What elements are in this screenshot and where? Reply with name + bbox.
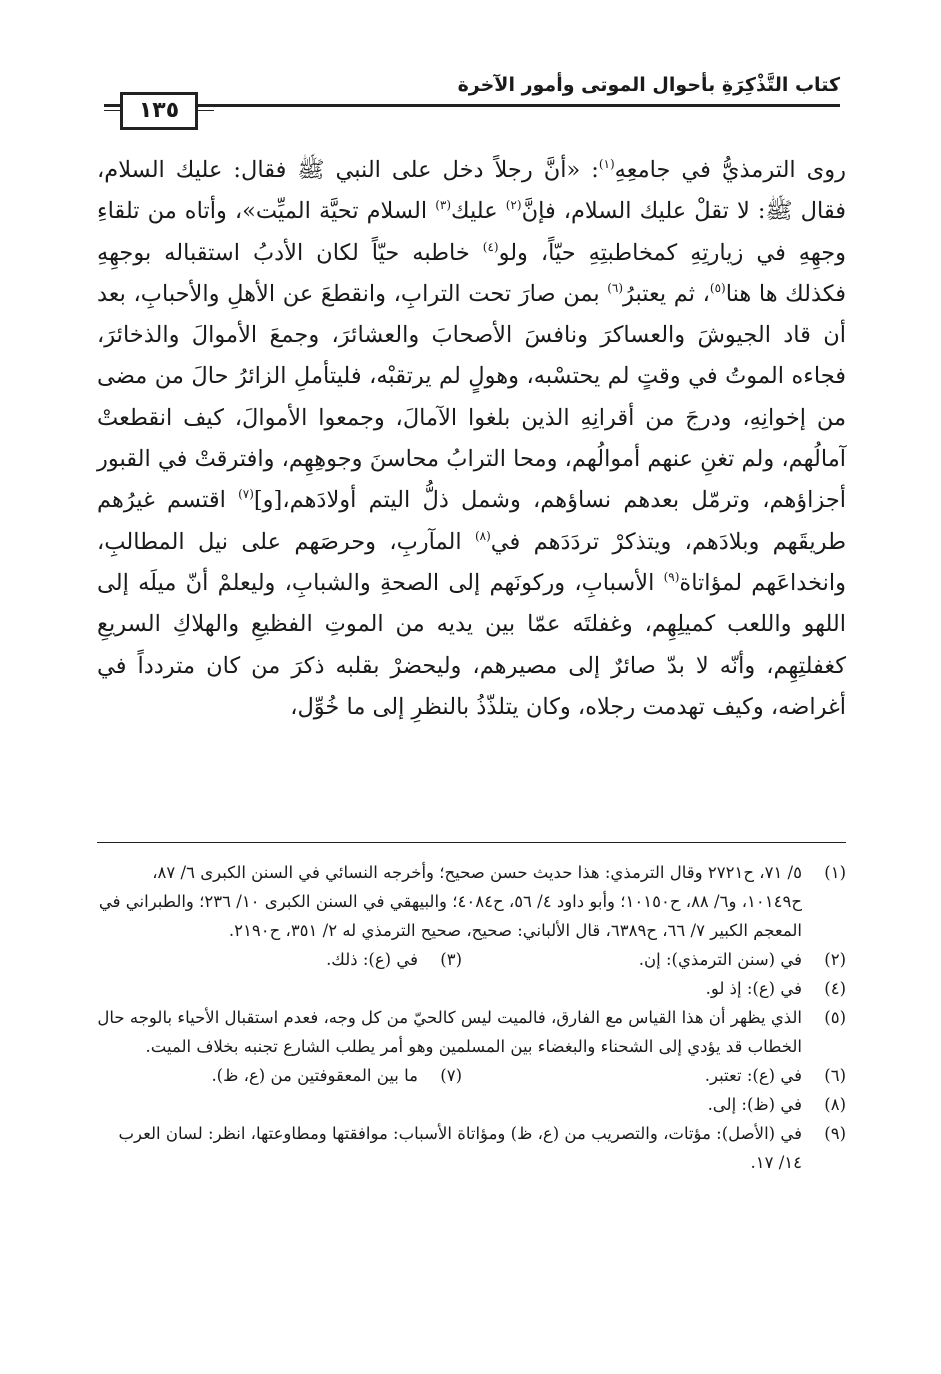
footnote-5	[97, 1003, 846, 1061]
footnotes	[97, 858, 846, 1177]
footnote-number: (٣)	[440, 950, 462, 969]
body-text-segment: ، ثم يعتبرُ	[623, 280, 710, 307]
body-text-segment: بمن صارَ تحت الترابِ، وانقطعَ عن الأهلِ والأحبابِ، بعد أن قاد الجيوشَ والعساكرَ ونافسَ الأصحابَ والعشائرَ، وجمعَ الأموالَ والذخائرَ، فجاءه الموتُ في وقتٍ لم يحتسْبه، وهولٍ لم يرتقبْه، فليتأملِ الزائرُ حالَ من مضى من إخوانِهِ، ودرجَ من أقرانِهِ الذين بلغوا الآمالَ، وجمعوا الأموالَ، كيف انقطعتْ آمالُهم، ولم تغنِ عنهم أموالُهم، ومحا الترابُ محاسنَ وجوهِهِم، وافترقتْ في القبور أجزاؤهم، وترمّل بعدهم نساؤهم، وشمل ذلُّ اليتم أولادَهم،[و]	[97, 280, 846, 514]
body-paragraph	[97, 150, 846, 728]
body-text-segment: : «أنَّ رجلاً دخل على النبي ﷺ فقال: عليك السلام، فقال ﷺ: لا تقلْ عليك السلام، فإنَّ	[97, 157, 847, 225]
header-rule	[104, 104, 840, 107]
footnote-2	[462, 945, 846, 974]
footnote-number: (٩)	[824, 1124, 846, 1143]
body-text-segment: الأسبابِ، وركونَهم إلى الصحةِ والشبابِ، وليعلمْ أنّ ميلَه إلى اللهو واللعب كميلِهِم، وغفلتَه عمّا بين يديه من الموتِ الفظيعِ والهلاكِ السريعِ كغفلتِهِم، وأنّه لا بدّ صائرٌ إلى مصيرهم، وليحضرْ بقلبه ذكرَ من كان متردداً في أغراضه، وكيف تهدمت رجلاه، وكان يتلذّذُ بالنظرِ إلى ما خُوِّل،	[97, 569, 846, 720]
page-number: ١٣٥	[120, 92, 198, 130]
footnote-row	[97, 1061, 846, 1090]
footnote-3	[78, 945, 462, 974]
footnote-7	[78, 1061, 462, 1090]
footnote-text: في (ع): تعتبر.	[704, 1066, 802, 1085]
book-title: كتاب التَّذْكِرَةِ بأحوال الموتى وأمور الآخرة	[457, 74, 840, 96]
footnote-row	[97, 945, 846, 974]
footnote-ref-6: (٦)	[607, 280, 624, 295]
footnote-ref-9: (٩)	[663, 569, 680, 584]
footnote-number: (٧)	[440, 1066, 462, 1085]
footnote-text: ٥/ ٧١، ح٢٧٢١ وقال الترمذي: هذا حديث حسن صحيح؛ وأخرجه النسائي في السنن الكبرى ٦/ ٨٧، ح١٠١٤٩، و٦/ ٨٨، ح١٠١٥٠؛ وأبو داود ٤/ ٥٦، ح٤٠٨٤؛ والبيهقي في السنن الكبرى ١٠/ ٢٣٦؛ والطبراني في المعجم الكبير ٧/ ٦٦، ح٦٣٨٩، قال الألباني: صحيح، صحيح الترمذي له ٢/ ٣٥١، ح٢١٩٠.	[98, 863, 802, 940]
body-text-segment: روى الترمذيُّ في جامعِهِ	[614, 157, 847, 183]
footnote-number: (٥)	[824, 1008, 846, 1027]
footnote-ref-5: (٥)	[709, 280, 726, 295]
footnote-6	[462, 1061, 846, 1090]
footnote-1	[97, 858, 846, 945]
footnote-text: في (ع): ذلك.	[326, 950, 418, 969]
body-text-segment: السلام تحيَّة الميِّت»، وأتاه من تلقاءِ وجهِهِ في زيارتِهِ كمخاطبتِهِ حيّاً، ولو	[97, 198, 846, 266]
footnote-ref-1: (١)	[598, 157, 615, 171]
footnote-text: الذي يظهر أن هذا القياس مع الفارق، فالميت ليس كالحيّ من كل وجه، فعدم استقبال الأحياء بالوجه حال الخطاب قد يؤدي إلى الشحناء والبغضاء بين المسلمين وهو أمر يطلب الشارع تجنبه بخلاف الميت.	[97, 1008, 802, 1056]
footnote-number: (٤)	[824, 979, 846, 998]
footnote-4	[97, 974, 846, 1003]
footnote-number: (٦)	[824, 1066, 846, 1085]
footnote-text: في (سنن الترمذي): إن.	[638, 950, 802, 969]
footnote-ref-7: (٧)	[238, 487, 254, 502]
footnote-text: في (الأصل): مؤتات، والتصريب من (ع، ظ) ومؤاتاة الأسباب: موافقتها ومطاوعتها، انظر: لسان العرب ١٤/ ١٧.	[118, 1124, 802, 1172]
running-header	[104, 70, 840, 123]
body-text-segment: خاطبه حيّاً لكان الأدبُ استقباله بوجهِهِ فكذلك ها هنا	[97, 239, 846, 307]
footnote-separator	[97, 842, 846, 843]
footnote-number: (٨)	[824, 1095, 846, 1114]
body-text-segment: عليك	[451, 198, 506, 225]
footnote-text: في (ع): إذ لو.	[705, 979, 802, 998]
footnote-number: (١)	[824, 863, 846, 882]
footnote-9	[97, 1119, 846, 1177]
footnote-ref-3: (٣)	[435, 198, 452, 213]
body-text-segment: اقتسم غيرُهم طريقَهم وبلادَهم، ويتذكرْ تردَدَهم في	[97, 487, 846, 555]
footnote-8	[97, 1090, 846, 1119]
footnote-ref-2: (٢)	[505, 198, 522, 213]
body-text-segment: المآربِ، وحرصَهم على نيل المطالبِ، وانخداعَهم لمؤاتاة	[97, 528, 846, 596]
footnote-ref-8: (٨)	[474, 528, 491, 543]
footnote-text: ما بين المعقوفتين من (ع، ظ).	[211, 1066, 418, 1085]
footnote-text: في (ظ): إلى.	[707, 1095, 802, 1114]
footnote-number: (٢)	[824, 950, 846, 969]
footnote-ref-4: (٤)	[482, 239, 499, 254]
